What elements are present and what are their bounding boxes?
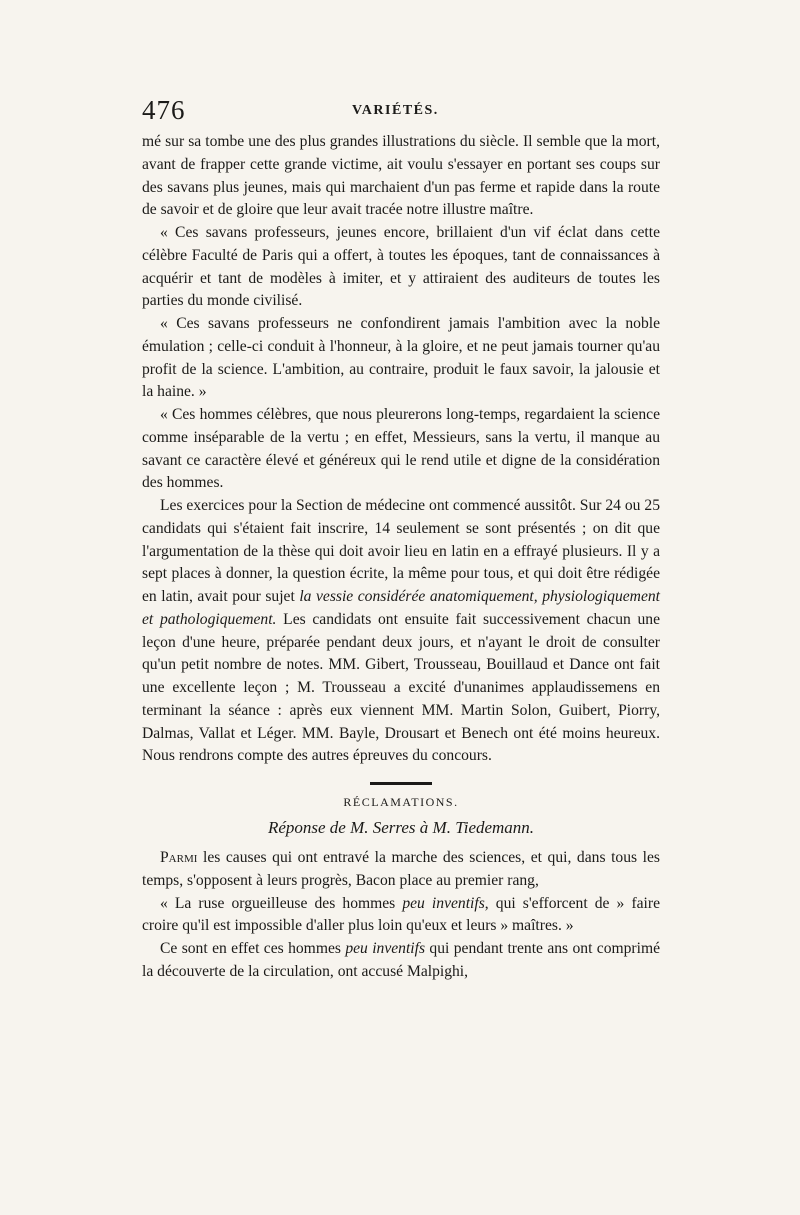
paragraph-exercises: [142, 495, 660, 768]
section-subtitle: Réponse de M. Serres à M. Tiedemann.: [267, 818, 535, 837]
page-number: 476: [142, 95, 186, 125]
reclamation-1-text: les causes qui ont entravé la marche des sciences, et qui, dans tous les temps, s'opposent à leurs progrès, Bacon place au premier rang,: [142, 849, 660, 889]
paragraph-reclamation-3: [142, 938, 660, 984]
exercises-text: Les exercices pour la Section de médecine ont commencé aussitôt. Sur 24 ou 25 candidats qui s'étaient fait inscrire, 14 seulement se sont présentés ; on dit que l'argumentation de la thèse qui doit avoir lieu en latin en a effrayé plusieurs. Il y a sept places à donner, la question écrite, la même pour tous, et qui doit être rédigée en latin, avait pour sujet: [142, 497, 660, 605]
paragraph-quote-3: « Ces hommes célèbres, que nous pleurerons long-temps, regardaient la science comme inséparable de la vertu ; en effet, Messieurs, sans la vertu, il manque au savant ce caractère élevé et généreux qui le rend utile et digne de la considération des hommes.: [142, 406, 660, 492]
reclamation-3-start: Ce sont en effet ces hommes: [160, 940, 346, 957]
book-page: [142, 95, 660, 984]
exam-subject: la vessie considérée anatomiquement, physiologiquement et pathologiquement.: [142, 588, 660, 628]
paragraph-reclamation-1: [142, 847, 660, 893]
reclamation-3-italic: peu inventifs: [345, 940, 426, 957]
paragraph-continuation: mé sur sa tombe une des plus grandes illustrations du siècle. Il semble que la mort, avant de frapper cette grande victime, ait voulu s'essayer en portant ses coups sur des savans plus jeunes, mais qui marchaient d'un pas ferme et rapide dans la route de savoir et de gloire que leur avait tracée notre illustre maître.: [142, 133, 660, 219]
page-header: [142, 95, 660, 129]
exercises-continuation: Les candidats ont ensuite fait successivement chacun une leçon d'une heure, préparée pendant deux jours, et n'ayant le droit de consulter qu'un petit nombre de notes. MM. Gibert, Trousseau, Bouillaud et Dance ont fait une excellente leçon ; M. Trousseau a excité d'unanimes applaudissemens en terminant la séance : après eux viennent MM. Martin Solon, Guibert, Piorry, Dalmas, Vallat et Léger. MM. Bayle, Drousart et Benech ont été moins heureux. Nous rendrons compte des autres épreuves du concours.: [142, 610, 661, 765]
reclamation-2-end: , qui s'efforcent de » faire croire qu'il est impossible d'aller plus loin qu'eux et leurs » maîtres. »: [142, 894, 661, 935]
paragraph-quote-1: « Ces savans professeurs, jeunes encore, brillaient d'un vif éclat dans cette célèbre Faculté de Paris qui a offert, à toutes les époques, tant de connaissances à acquérir et tant de modèles à imiter, et y attiraient des auditeurs de toutes les parties du monde civilisé.: [142, 224, 660, 310]
running-head: VARIÉTÉS.: [352, 103, 439, 118]
reclamation-3-end: qui pendant trente ans ont comprimé la découverte de la circulation, ont accusé Malpighi,: [142, 940, 661, 980]
reclamation-2-italic: peu inventifs: [402, 894, 485, 912]
section-divider: [370, 782, 432, 785]
paragraph-reclamation-2: [142, 893, 660, 939]
body-text: [142, 131, 660, 768]
drop-word: Parmi: [160, 849, 198, 866]
section-title: RÉCLAMATIONS.: [343, 795, 459, 809]
reclamation-2-start: « La ruse orgueilleuse des hommes: [160, 894, 403, 912]
paragraph-quote-2: « Ces savans professeurs ne confondirent jamais l'ambition avec la noble émulation ; celle-ci conduit à l'honneur, à la gloire, et ne peut jamais tourner qu'au profit de la science. L'ambition, au contraire, produit le faux savoir, la jalousie et la haine. »: [142, 315, 660, 401]
reclamations-text: [142, 847, 660, 984]
